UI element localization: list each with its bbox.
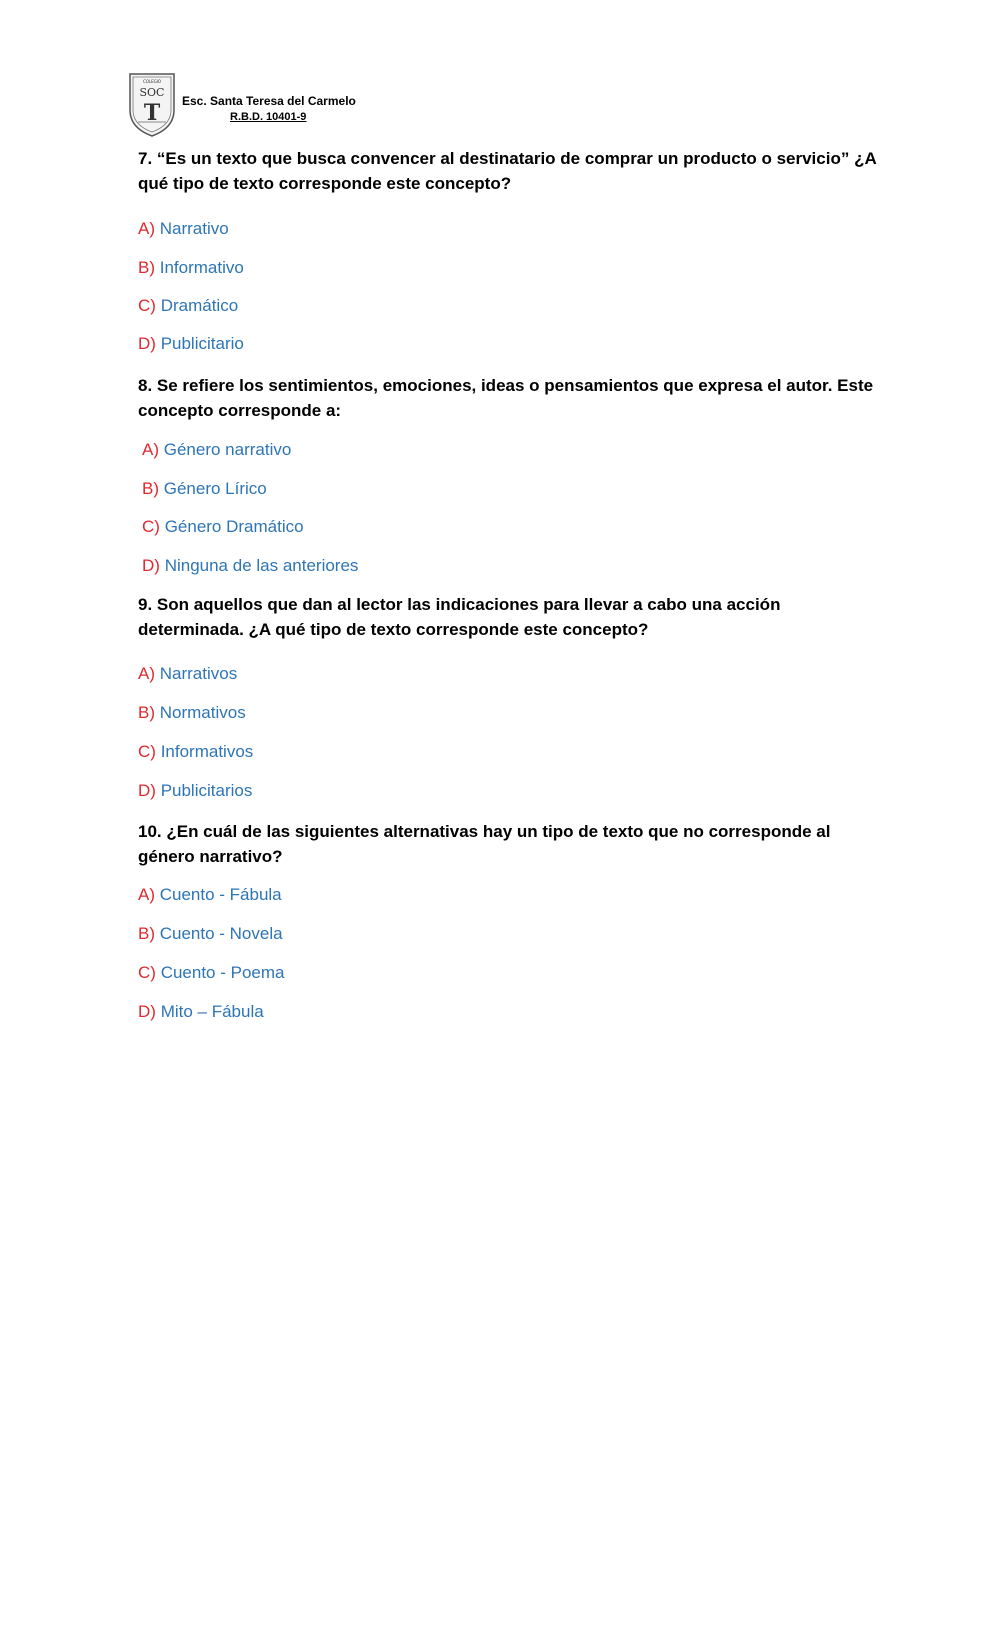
question-10: 10. ¿En cuál de las siguientes alternativas hay un tipo de texto que no corresponde al género narrativo?	[138, 822, 831, 866]
option-10a[interactable]	[138, 884, 282, 906]
question-9: 9. Son aquellos que dan al lector las indicaciones para llevar a cabo una acción determinada. ¿A qué tipo de texto corresponde este concepto?	[138, 595, 781, 639]
option-letter: B)	[142, 479, 159, 498]
option-text: Publicitarios	[160, 781, 253, 800]
option-text: Cuento - Novela	[159, 924, 283, 943]
option-text: Normativos	[159, 703, 246, 722]
option-letter: D)	[138, 334, 156, 353]
option-letter: B)	[138, 258, 155, 277]
logo-letter: T	[143, 100, 161, 126]
option-letter: D)	[138, 781, 156, 800]
option-letter: C)	[142, 517, 160, 536]
option-letter: C)	[138, 296, 156, 315]
option-text: Género narrativo	[163, 440, 292, 459]
option-7a[interactable]	[138, 218, 229, 240]
option-8d[interactable]	[142, 555, 358, 577]
option-text: Cuento - Poema	[160, 963, 285, 982]
option-8a[interactable]	[142, 439, 291, 461]
option-text: Género Lírico	[163, 479, 267, 498]
option-letter: B)	[138, 924, 155, 943]
option-10b[interactable]	[138, 923, 283, 945]
option-text: Informativos	[160, 742, 254, 761]
school-crest-logo	[126, 70, 178, 138]
option-7c[interactable]	[138, 295, 238, 317]
option-text: Ninguna de las anteriores	[164, 556, 359, 575]
option-letter: D)	[142, 556, 160, 575]
option-letter: A)	[138, 885, 155, 904]
option-text: Narrativos	[159, 664, 238, 683]
option-text: Publicitario	[160, 334, 244, 353]
option-text: Mito – Fábula	[160, 1002, 264, 1021]
option-text: Género Dramático	[164, 517, 304, 536]
option-letter: A)	[138, 664, 155, 683]
school-header	[126, 70, 526, 140]
option-9c[interactable]	[138, 741, 253, 763]
school-name: Esc. Santa Teresa del Carmelo	[182, 94, 356, 108]
option-letter: C)	[138, 742, 156, 761]
option-text: Dramático	[160, 296, 239, 315]
option-7d[interactable]	[138, 333, 244, 355]
option-7b[interactable]	[138, 257, 244, 279]
option-letter: A)	[138, 219, 155, 238]
option-text: Informativo	[159, 258, 244, 277]
logo-top-text: COLEGIO	[142, 79, 162, 84]
option-9b[interactable]	[138, 702, 246, 724]
logo-initials: SOC	[139, 86, 165, 99]
option-9d[interactable]	[138, 780, 252, 802]
school-rbd: R.B.D. 10401-9	[230, 111, 307, 123]
question-7: 7. “Es un texto que busca convencer al destinatario de comprar un producto o servicio” ¿A qué tipo de texto corresponde este concepto?	[138, 149, 877, 193]
option-10c[interactable]	[138, 962, 284, 984]
option-10d[interactable]	[138, 1001, 264, 1023]
question-8: 8. Se refiere los sentimientos, emociones, ideas o pensamientos que expresa el autor. Este concepto corresponde a:	[138, 376, 874, 420]
option-letter: A)	[142, 440, 159, 459]
option-text: Narrativo	[159, 219, 229, 238]
option-8b[interactable]	[142, 478, 267, 500]
option-9a[interactable]	[138, 663, 237, 685]
option-text: Cuento - Fábula	[159, 885, 282, 904]
option-letter: D)	[138, 1002, 156, 1021]
option-8c[interactable]	[142, 516, 304, 538]
option-letter: C)	[138, 963, 156, 982]
option-letter: B)	[138, 703, 155, 722]
